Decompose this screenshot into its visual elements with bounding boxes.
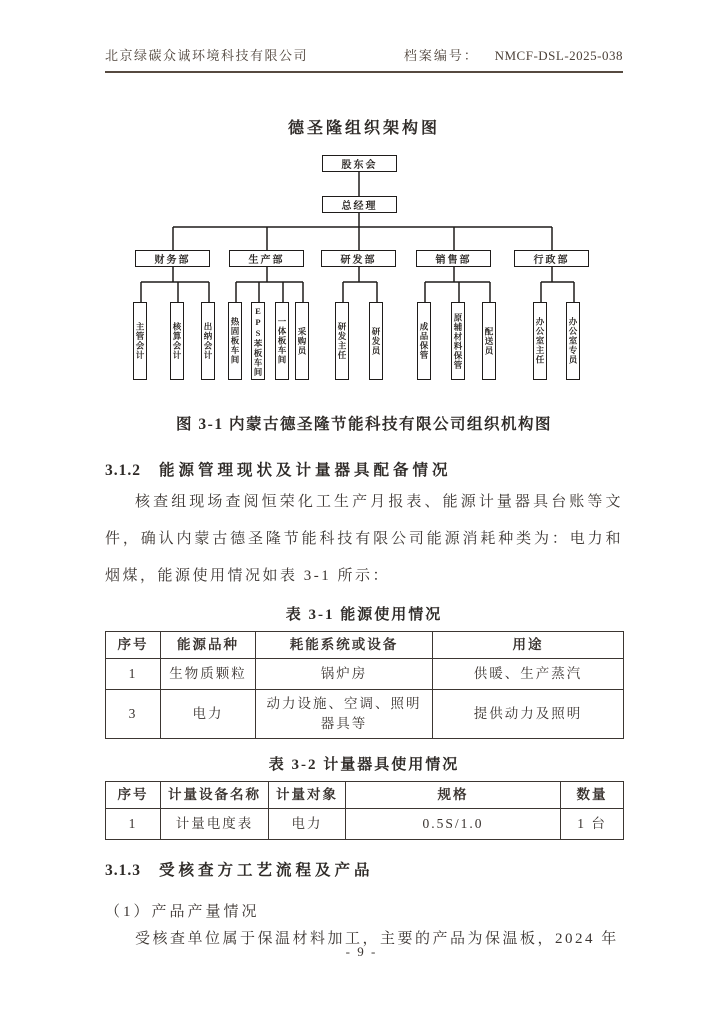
org-node-dept-production: 生产部 [229, 250, 304, 267]
archive-number: NMCF-DSL-2025-038 [494, 48, 623, 63]
page-number: - 9 - [345, 944, 378, 959]
table-cell: 计量电度表 [161, 809, 269, 840]
table-3-1-title: 表 3-1 能源使用情况 [285, 607, 443, 623]
org-node-rnd-staff: 研发员 [369, 302, 383, 380]
table-cell: 提供动力及照明 [433, 690, 624, 739]
table-header-cell: 规格 [346, 782, 561, 809]
body-paragraph-2: 受核查单位属于保温材料加工，主要的产品为保温板，2024 年 [135, 931, 619, 947]
table-header-cell: 用途 [433, 632, 624, 659]
table-cell: 供暖、生产蒸汽 [433, 659, 624, 690]
org-node-chief-accountant: 主管会计 [133, 302, 147, 380]
org-node-dept-admin: 行政部 [514, 250, 589, 267]
company-name: 北京绿碳众诚环境科技有限公司 [105, 48, 309, 63]
table-header-cell: 耗能系统或设备 [256, 632, 433, 659]
table-cell: 电力 [269, 809, 346, 840]
table-cell: 0.5S/1.0 [346, 809, 561, 840]
archive-number-group [404, 45, 623, 64]
org-node-office-specialist: 办公室专员 [566, 302, 580, 380]
page-header [105, 45, 623, 73]
section-title: 能源管理现状及计量器具配备情况 [159, 462, 452, 479]
figure-caption: 图 3-1 内蒙古德圣隆节能科技有限公司组织机构图 [176, 416, 552, 433]
table-cell: 1 [106, 659, 161, 690]
section-heading-313 [105, 858, 623, 880]
table-3-2 [105, 781, 624, 840]
org-node-rnd-director: 研发主任 [335, 302, 349, 380]
table-cell: 1 [106, 809, 161, 840]
table-header-cell: 计量对象 [269, 782, 346, 809]
archive-label: 档案编号： [403, 48, 479, 63]
org-node-purchaser: 采购员 [295, 302, 309, 380]
org-node-shareholders: 股东会 [322, 155, 397, 172]
table-header-cell: 能源品种 [161, 632, 256, 659]
org-node-delivery-staff: 配送员 [482, 302, 496, 380]
table-header-cell: 数量 [561, 782, 624, 809]
table-header-cell: 计量设备名称 [161, 782, 269, 809]
table-cell: 生物质颗粒 [161, 659, 256, 690]
section-heading-312 [105, 458, 623, 480]
org-node-cashier-accountant: 出纳会计 [201, 302, 215, 380]
table-3-2-title: 表 3-2 计量器具使用情况 [268, 757, 460, 773]
sub-heading-product-output: （1）产品产量情况 [105, 904, 260, 920]
page-content [105, 45, 623, 958]
table-cell: 3 [106, 690, 161, 739]
table-row [106, 809, 624, 840]
section-number: 3.1.3 [105, 862, 141, 879]
table-row [106, 659, 624, 690]
table-cell: 动力设施、空调、照明器具等 [256, 690, 433, 739]
section-title: 受核查方工艺流程及产品 [159, 862, 374, 879]
org-node-cost-accountant: 核算会计 [170, 302, 184, 380]
table-header-cell: 序号 [106, 632, 161, 659]
section-number: 3.1.2 [105, 462, 141, 479]
org-node-dept-sales: 销售部 [416, 250, 491, 267]
org-node-dept-finance: 财务部 [135, 250, 210, 267]
org-node-product-keeper: 成品保管 [417, 302, 431, 380]
org-node-dept-rnd: 研发部 [321, 250, 396, 267]
table-cell: 锅炉房 [256, 659, 433, 690]
body-paragraph-1: 核查组现场查阅恒荣化工生产月报表、能源计量器具台账等文件，确认内蒙古德圣隆节能科技有限公司能源消耗种类为：电力和烟煤，能源使用情况如表 3-1 所示： [105, 494, 623, 584]
org-node-general-manager: 总经理 [322, 196, 397, 213]
org-node-eps-workshop: EPS苯板车间 [251, 302, 265, 380]
org-node-material-keeper: 原辅材料保管 [451, 302, 465, 380]
org-chart [104, 150, 624, 386]
table-header-cell: 序号 [106, 782, 161, 809]
org-chart-title: 德圣隆组织架构图 [287, 120, 440, 137]
table-row [106, 690, 624, 739]
org-node-office-director: 办公室主任 [533, 302, 547, 380]
table-header-row [106, 782, 624, 809]
table-header-row [106, 632, 624, 659]
table-cell: 1 台 [561, 809, 624, 840]
org-node-thermoset-workshop: 热固板车间 [228, 302, 242, 380]
table-cell: 电力 [161, 690, 256, 739]
table-3-1 [105, 631, 624, 739]
org-node-panel-workshop: 一体板车间 [275, 302, 289, 380]
